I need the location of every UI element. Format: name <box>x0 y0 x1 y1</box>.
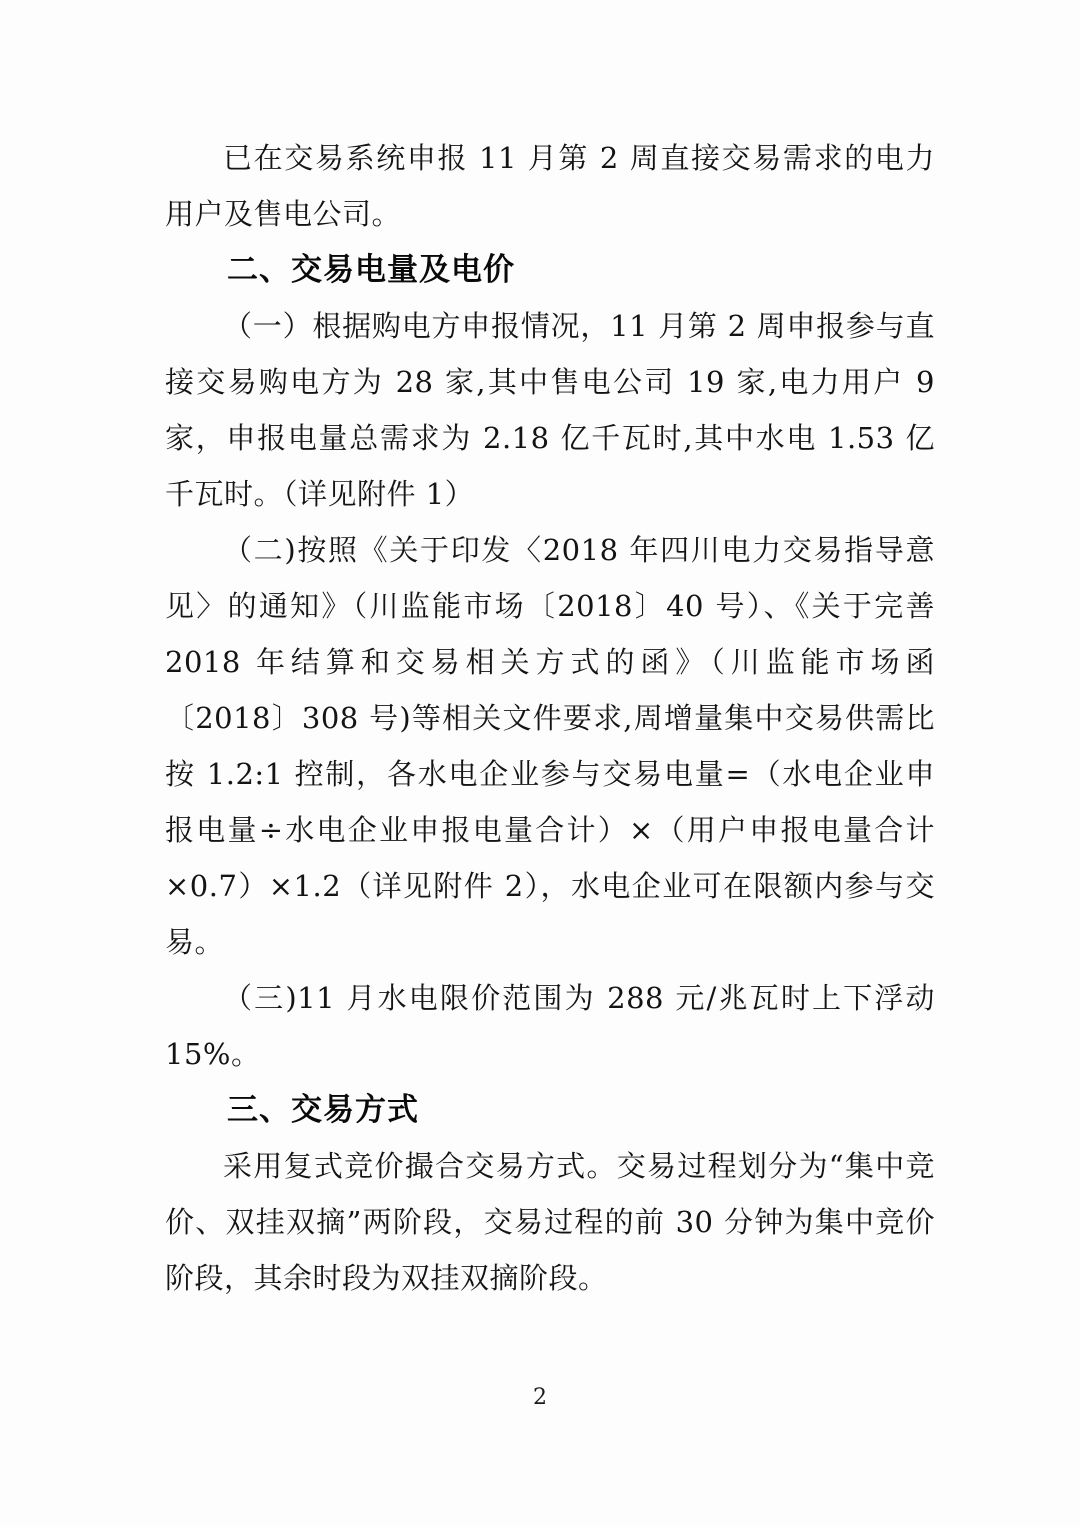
page-number: 2 <box>533 1385 547 1410</box>
paragraph-item-three: （三)11 月水电限价范围为 288 元/兆瓦时上下浮动 15%。 <box>165 981 935 1071</box>
section-heading-trade-volume-and-price: 二、交易电量及电价 <box>227 252 515 288</box>
paragraph-continuation: 已在交易系统申报 11 月第 2 周直接交易需求的电力用户及售电公司。 <box>165 141 935 231</box>
section-heading-trade-method: 三、交易方式 <box>227 1092 419 1128</box>
document-content <box>165 130 935 1306</box>
paragraph-item-one: （一）根据购电方申报情况，11 月第 2 周申报参与直接交易购电方为 28 家,其中售电公司 19 家,电力用户 9 家，申报电量总需求为 2.18 亿千瓦时,其中水电 1.53 亿千瓦时。（详见附件 1） <box>165 309 935 511</box>
paragraph-trade-method: 采用复式竞价撮合交易方式。交易过程划分为“集中竞价、双挂双摘”两阶段，交易过程的前 30 分钟为集中竞价阶段，其余时段为双挂双摘阶段。 <box>165 1149 935 1295</box>
paragraph-item-two: （二)按照《关于印发〈2018 年四川电力交易指导意见〉的通知》（川监能市场〔2018〕40 号）、《关于完善 2018 年结算和交易相关方式的函》（川监能市场函〔2018〕308 号)等相关文件要求,周增量集中交易供需比按 1.2:1 控制，各水电企业参与交易电量=（水电企业申报电量÷水电企业申报电量合计）×（用户申报电量合计×0.7）×1.2（详见附件 2），水电企业可在限额内参与交易。 <box>165 533 935 959</box>
